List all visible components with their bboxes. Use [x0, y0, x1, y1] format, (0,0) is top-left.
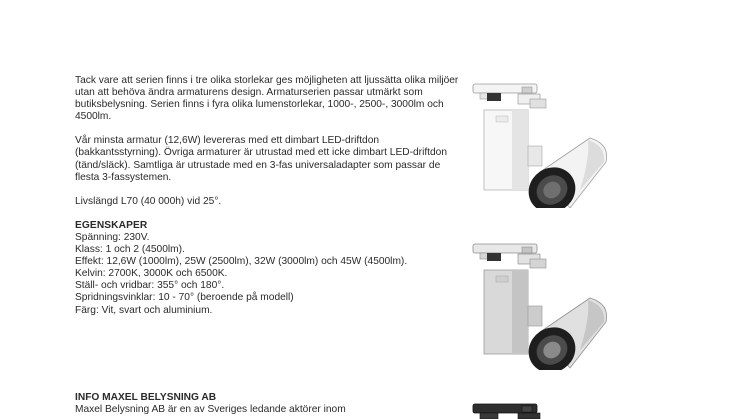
property-item: Effekt: 12,6W (1000lm), 25W (2500lm), 32W (3000lm) och 45W (4500lm). [75, 256, 408, 268]
intro-paragraph-1: Tack vare att serien finns i tre olika storlekar ges möjligheten att ljussätta olika miljöer utan att behöva ändra armaturens design. Armaturserien passar utmärkt som butiksbelysning. Serien finns i fyra olika lumenstorlekar, 1000-, 2500-, 3000lm och 4500lm. [75, 75, 459, 123]
property-item: Spänning: 230V. [75, 231, 150, 243]
property-item: Kelvin: 2700K, 3000K och 6500K. [75, 268, 228, 280]
aluminium-track-spotlight-image [470, 240, 620, 370]
property-item: Färg: Vit, svart och aluminium. [75, 304, 213, 316]
white-track-spotlight-image [470, 78, 620, 208]
intro-paragraph-2: Vår minsta armatur (12,6W) levereras med ett dimbart LED-driftdon (bakkantsstyrning). Övriga armaturer är utrustad med ett icke dimbart LED-driftdon (tänd/släck). Samtliga är utrustade med en 3-fas universaladapter som passar de flesta 3-fassystemen. [75, 135, 447, 183]
info-heading: INFO MAXEL BELYSNING AB [75, 392, 217, 403]
info-block [75, 392, 460, 416]
properties-heading: EGENSKAPER [75, 219, 148, 231]
info-text: Maxel Belysning AB är en av Sveriges ledande aktörer inom [75, 404, 346, 416]
black-track-spotlight-image [470, 402, 620, 419]
text-column [75, 75, 460, 317]
intro-paragraph-3: Livslängd L70 (40 000h) vid 25°. [75, 195, 222, 207]
properties-list [75, 232, 460, 317]
property-item: Spridningsvinklar: 10 - 70° (beroende på modell) [75, 292, 294, 304]
property-item: Ställ- och vridbar: 355° och 180°. [75, 280, 225, 292]
property-item: Klass: 1 och 2 (4500lm). [75, 244, 185, 256]
